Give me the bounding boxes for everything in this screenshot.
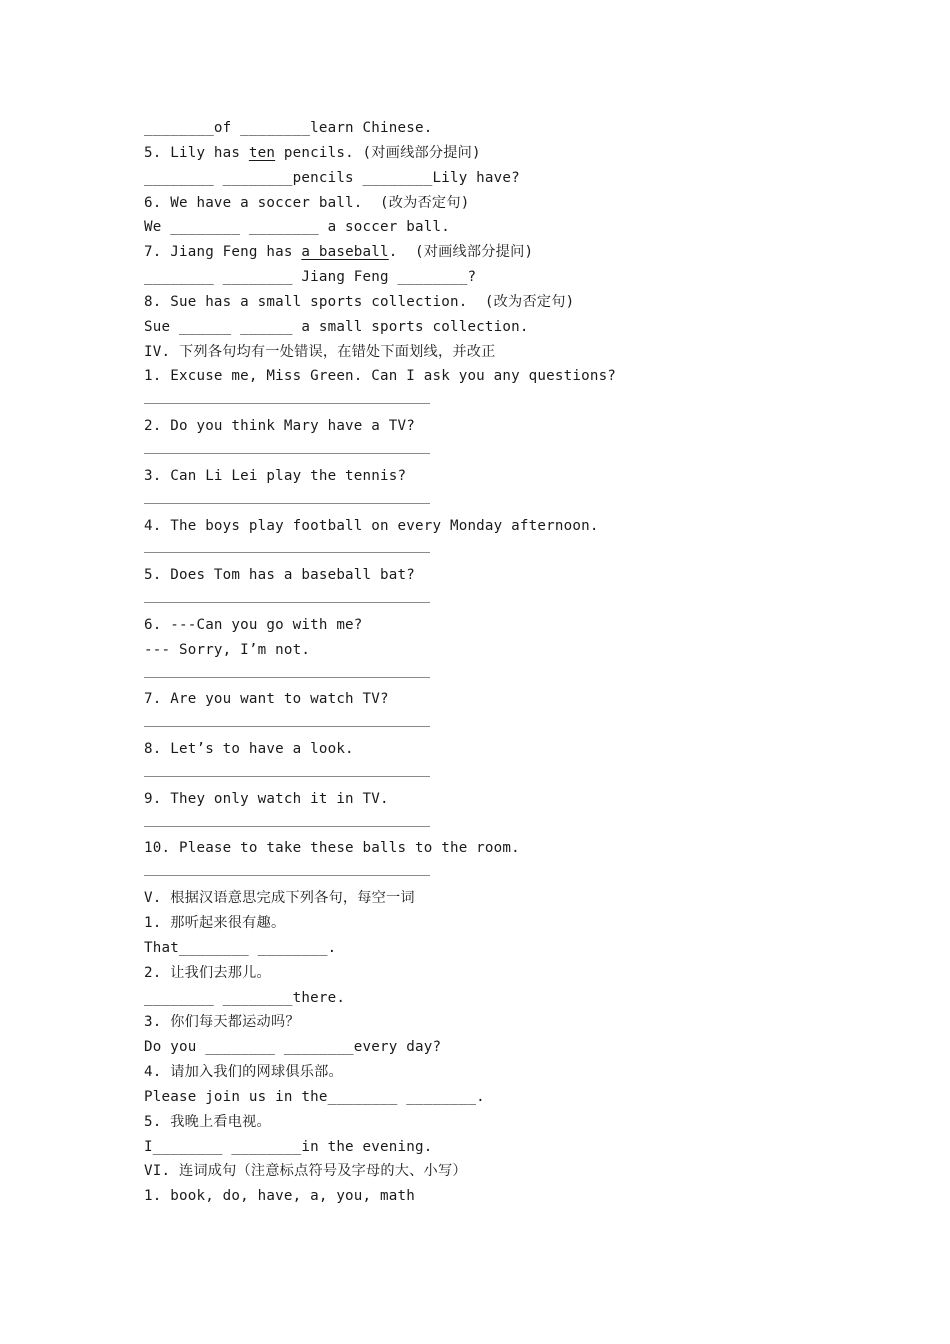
fill-line: ________ ________pencils ________Lily have? bbox=[144, 169, 520, 186]
fill-line: I________ ________in the evening. bbox=[144, 1138, 433, 1155]
error-sentence-3: 3. Can Li Lei play the tennis? bbox=[144, 467, 407, 484]
section-v-heading: V. 根据汉语意思完成下列各句，每空一词 bbox=[144, 890, 415, 907]
answer-line bbox=[144, 712, 864, 737]
answer-line bbox=[144, 439, 864, 464]
answer-line bbox=[144, 861, 864, 886]
fill-line: ________ ________ Jiang Feng ________? bbox=[144, 269, 477, 286]
question-5-ten-pencils: 5. Lily has ten pencils. (对画线部分提问) bbox=[144, 144, 481, 161]
underlined-word: ten bbox=[248, 144, 276, 161]
underlined-phrase: a baseball bbox=[301, 244, 389, 261]
question-8: 8. Sue has a small sports collection. (改为否定句) bbox=[144, 293, 575, 310]
error-sentence-5: 5. Does Tom has a baseball bat? bbox=[144, 567, 415, 584]
error-sentence-1: 1. Excuse me, Miss Green. Can I ask you any questions? bbox=[144, 368, 617, 385]
fill-line: We ________ ________ a soccer ball. bbox=[144, 219, 450, 236]
translation-prompt-1: 1. 那听起来很有趣。 bbox=[144, 915, 286, 931]
error-sentence-10: 10. Please to take these balls to the room. bbox=[144, 840, 520, 857]
answer-line bbox=[144, 538, 864, 563]
fill-line: Sue ______ ______ a small sports collection. bbox=[144, 318, 529, 335]
error-sentence-8: 8. Let’s to have a look. bbox=[144, 741, 354, 758]
question-7-jiang-feng: 7. Jiang Feng has a baseball. (对画线部分提问) bbox=[144, 244, 534, 261]
error-sentence-6: 6. ---Can you go with me? bbox=[144, 616, 363, 633]
question-6: 6. We have a soccer ball. (改为否定句) bbox=[144, 194, 470, 211]
error-sentence-6-reply: --- Sorry, I’m not. bbox=[144, 641, 311, 658]
fill-line: Do you ________ ________every day? bbox=[144, 1039, 442, 1056]
error-sentence-9: 9. They only watch it in TV. bbox=[144, 790, 389, 807]
worksheet-content bbox=[144, 116, 864, 1209]
answer-line bbox=[144, 389, 864, 414]
answer-line bbox=[144, 663, 864, 688]
translation-prompt-2: 2. 让我们去那儿。 bbox=[144, 964, 271, 981]
section-vi-heading: VI. 连词成句（注意标点符号及字母的大、小写） bbox=[144, 1163, 467, 1180]
word-order-item-1: 1. book, do, have, a, you, math bbox=[144, 1188, 415, 1205]
translation-prompt-5: 5. 我晚上看电视。 bbox=[144, 1113, 271, 1130]
fill-line: Please join us in the________ ________. bbox=[144, 1088, 485, 1105]
fill-line: That________ ________. bbox=[144, 939, 337, 956]
error-sentence-4: 4. The boys play football on every Monday afternoon. bbox=[144, 517, 599, 534]
answer-line bbox=[144, 489, 864, 514]
translation-prompt-4: 4. 请加入我们的网球俱乐部。 bbox=[144, 1064, 343, 1081]
answer-line bbox=[144, 762, 864, 787]
fill-line: ________of ________learn Chinese. bbox=[144, 120, 433, 136]
fill-line: ________ ________there. bbox=[144, 989, 346, 1006]
translation-prompt-3: 3. 你们每天都运动吗？ bbox=[144, 1014, 300, 1031]
error-sentence-2: 2. Do you think Mary have a TV? bbox=[144, 418, 415, 435]
answer-line bbox=[144, 588, 864, 613]
section-iv-heading: IV. 下列各句均有一处错误，在错处下面划线，并改正 bbox=[144, 343, 496, 360]
error-sentence-7: 7. Are you want to watch TV? bbox=[144, 691, 389, 708]
answer-line bbox=[144, 812, 864, 837]
